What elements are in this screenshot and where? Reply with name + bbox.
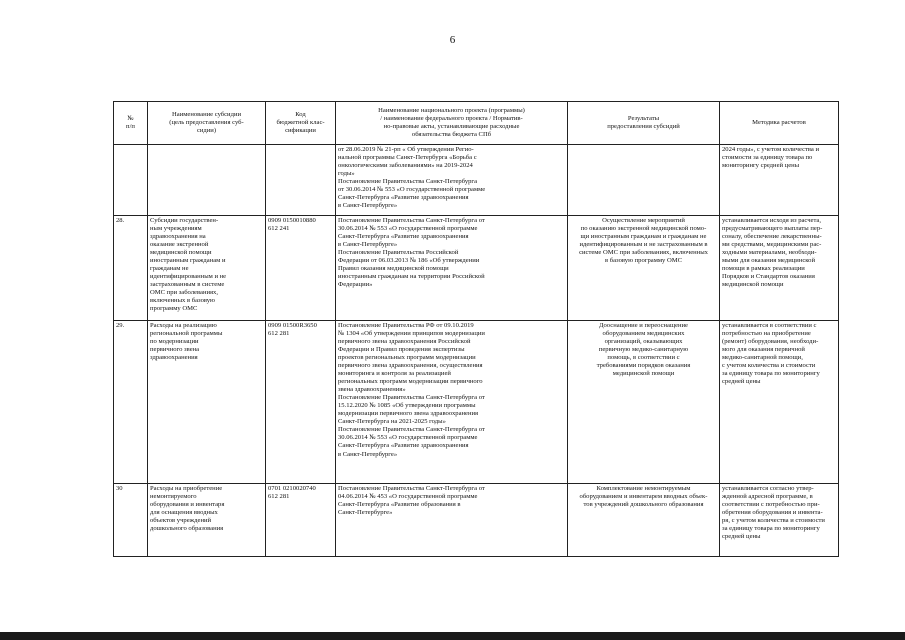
- cell-budget-code: 0909 0150010880 612 241: [266, 216, 336, 321]
- cell-number: [114, 145, 148, 216]
- cell-method: 2024 годы», с учетом количества и стоимости за единицу товара по мониторингу средней цены: [720, 145, 839, 216]
- cell-number: 28.: [114, 216, 148, 321]
- subsidies-table: [113, 101, 839, 557]
- cell-number: 30: [114, 484, 148, 557]
- header-subsidy-name: Наименование субсидии (цель предоставления суб- сидии): [148, 102, 266, 145]
- header-results: Результаты предоставления субсидий: [568, 102, 720, 145]
- cell-legal-acts: Постановление Правительства Санкт-Петербурга от 30.06.2014 № 553 «О государственной программе Санкт-Петербурга «Развитие здравоохранения в Санкт-Петербурге» Постановление Правительства Российской Федерации от 06.03.2013 № 186 «Об утверждении Правил оказания медицинской помощи иностранным гражданам на территории Российской Федерации»: [336, 216, 568, 321]
- header-method: Методика расчетов: [720, 102, 839, 145]
- header-number: № п/п: [114, 102, 148, 145]
- cell-results: Комплектование немонтируемым оборудованием и инвентарем вводных объек- тов учреждений дошкольного образования: [568, 484, 720, 557]
- cell-subsidy-name: [148, 145, 266, 216]
- cell-budget-code: 0909 01500R3650 612 281: [266, 321, 336, 484]
- cell-number: 29.: [114, 321, 148, 484]
- table-row: [114, 216, 839, 321]
- table-row: [114, 145, 839, 216]
- cell-method: устанавливается в соответствии с потребностью на приобретение (ремонт) оборудования, необходи- мого для оказания первичной медико-санитарной помощи, с учетом количества и стоимости за единицу товара по мониторингу средней цены: [720, 321, 839, 484]
- table-row: [114, 484, 839, 557]
- cell-budget-code: [266, 145, 336, 216]
- cell-legal-acts: Постановление Правительства Санкт-Петербурга от 04.06.2014 № 453 «О государственной программе Санкт-Петербурга «Развитие образования в Санкт-Петербурге»: [336, 484, 568, 557]
- cell-legal-acts: Постановление Правительства РФ от 09.10.2019 № 1304 «Об утверждении принципов модернизации первичного звена здравоохранения Российской Федерации и Правил проведения экспертизы проектов региональных программ модернизации первичного звена здравоохранения, осуществления мониторинга и контроля за реализацией региональных программ модернизации первичного звена здравоохранения» Постановление Правительства Санкт-Петербурга от 15.12.2020 № 1085 «Об утверждении программы модернизации первичного звена здравоохранения Санкт-Петербурга на 2021-2025 годы» Постановление Правительства Санкт-Петербурга от 30.06.2014 № 553 «О государственной программе Санкт-Петербурга «Развитие здравоохранения в Санкт-Петербурге»: [336, 321, 568, 484]
- cell-subsidy-name: Расходы на реализацию региональной программы по модернизации первичного звена здравоохранения: [148, 321, 266, 484]
- cell-results: Дооснащение и переоснащение оборудованием медицинских организаций, оказывающих первичную медико-санитарную помощь, в соответствии с требованиями порядков оказания медицинской помощи: [568, 321, 720, 484]
- cell-results: [568, 145, 720, 216]
- cell-legal-acts: от 28.06.2019 № 21-рп « Об утверждении Регио- нальной программы Санкт-Петербурга «Борьба с онкологическими заболеваниями» на 2019-2024 годы» Постановление Правительства Санкт-Петербурга от 30.06.2014 № 553 «О государственной программе Санкт-Петербурга «Развитие здравоохранения в Санкт-Петербурге»: [336, 145, 568, 216]
- cell-subsidy-name: Субсидии государствен- ным учреждениям здравоохранения на оказание экстренной медицинской помощи иностранным гражданам и гражданам не идентифицированным и не застрахованным в системе ОМС при заболеваниях, включенных в базовую программу ОМС: [148, 216, 266, 321]
- cell-method: устанавливается исходя из расчета, предусматривающего выплаты пер- соналу, обеспечение лекарственны- ми средствами, медицинскими рас- ходными материалами, необходи- мыми для оказания медицинской помощи в рамках реализации Порядков и Стандартов оказания медицинской помощи: [720, 216, 839, 321]
- cell-method: устанавливается согласно утвер- жденной адресной программе, в соответствии с потребностью при- обретения оборудования и инвента- ря, с учетом количества и стоимости за единицу товара по мониторингу средней цены: [720, 484, 839, 557]
- cell-budget-code: 0701 0210020740 612 281: [266, 484, 336, 557]
- header-legal-acts: Наименование национального проекта (программы) / наименование федерального проекта / Норматив- но-правовые акты, устанавливающие расходные обязательства бюджета СПб: [336, 102, 568, 145]
- header-budget-code: Код бюджетной клас- сификации: [266, 102, 336, 145]
- page-number: 6: [449, 34, 456, 46]
- cell-results: Осуществление мероприятий по оказанию экстренной медицинской помо- щи иностранным гражданам и гражданам не идентифицированным и не застрахованным в системе ОМС при заболеваниях, включенных в базовую программу ОМС: [568, 216, 720, 321]
- table-row: [114, 321, 839, 484]
- cell-subsidy-name: Расходы на приобретение немонтируемого оборудования и инвентаря для оснащения вводных объектов учреждений дошкольного образования: [148, 484, 266, 557]
- table-header-row: [114, 102, 839, 145]
- scan-bottom-edge: [0, 632, 905, 640]
